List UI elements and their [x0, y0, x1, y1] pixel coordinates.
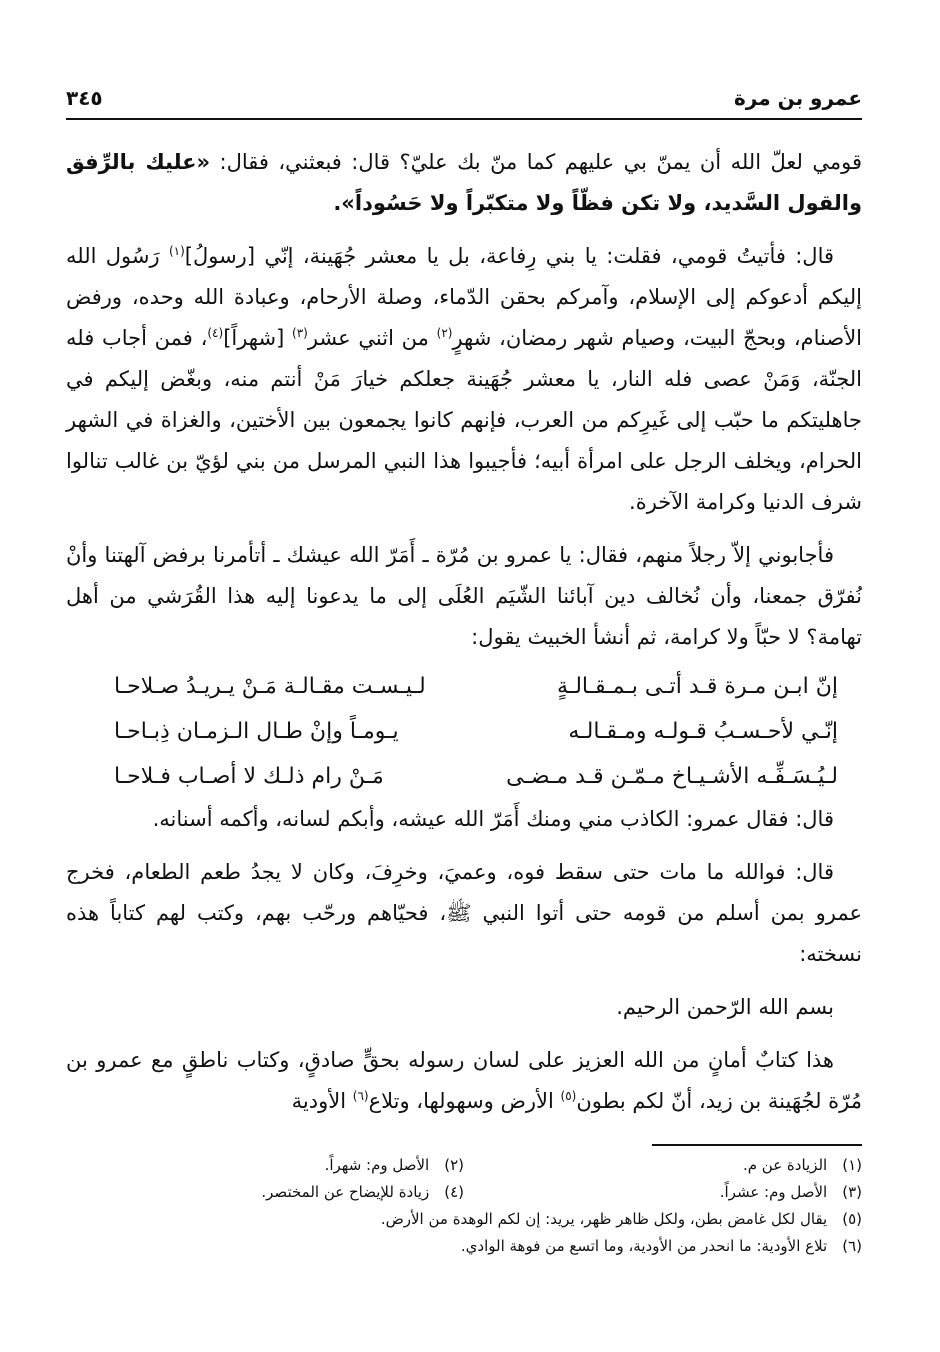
poem-verse [66, 754, 862, 799]
footnote [464, 1152, 862, 1179]
paragraph: قال: فوالله ما مات حتى سقط فوه، وعميَ، وخرِفَ، وكان لا يجدُ طعم الطعام، فخرج عمرو بمن أسلم من قومه حتى أتوا النبي ﷺ، فحيّاهم ورحّب بهم، وكتب لهم كتاباً هذه نسخته: [66, 860, 862, 966]
verse-first-hemistich: لـيُـسَـفِّـه الأشـيـاخ مـمّـن قـد مـضـى [506, 764, 838, 789]
hadith-quote: «عليك بالرِّفق والقول السَّديد، ولا تكن فظّاً ولا متكبّراً ولا حَسُوداً». [66, 150, 862, 215]
paragraph-text: [شهراً] [223, 326, 292, 350]
footnote-marker: (٦) [352, 1089, 369, 1103]
paragraph-text: من اثني عشر [307, 326, 437, 350]
footnote-marker: (٢) [436, 326, 453, 340]
footnote-divider [652, 1144, 862, 1146]
running-header [66, 86, 862, 120]
paragraph-text: قومي لعلّ الله أن يمنّ بي عليهم كما منّ بك عليّ؟ قال: فبعثني، فقال: [210, 150, 862, 174]
footnote-row [66, 1152, 862, 1179]
footnote-marker: (٣) [292, 326, 308, 340]
footnote-row [66, 1179, 862, 1206]
paragraph-text: رَسُول الله إليكم أدعوكم إلى الإسلام، وآمركم بحقن الدّماء، وصلة الأرحام، وعبادة الله وحده، ورفض الأصنام، وبحجّ البيت، وصيام شهر رمضان، شهرٍ [66, 244, 863, 350]
running-title: عمرو بن مرة [733, 86, 862, 110]
paragraph-text: الأودية [291, 1089, 353, 1113]
paragraph: بسم الله الرّحمن الرحيم. [616, 995, 834, 1019]
main-text [66, 142, 862, 1122]
paragraph-text: هذا كتابٌ أمانٍ من الله العزيز على لسان رسوله بحقٍّ صادقٍ، وكتاب ناطقٍ مع عمرو بن مُرّة لجُهَينة بن زيد، أنّ لكم بطون [66, 1048, 862, 1113]
footnote-marker: (١) [168, 244, 185, 258]
footnote-text: يقال لكل غامض بطن، ولكل ظاهر ظهر، يريد: إن لكم الوهدة من الأرض. [380, 1210, 828, 1228]
footnote [66, 1233, 862, 1260]
footnote-text: تلاع الأودية: ما انحدر من الأودية، وما اتسع من فوهة الوادي. [460, 1237, 828, 1255]
footnote [66, 1152, 464, 1179]
paragraph: قال: فقال عمرو: الكاذب مني ومنك أَمَرّ الله عيشه، وأبكم لسانه، وأكمه أسنانه. [152, 807, 834, 831]
paragraph [66, 236, 862, 523]
footnote-number: (٢) [444, 1156, 464, 1174]
footnote [66, 1179, 464, 1206]
verse-second-hemistich: لـيـسـت مقـالـة مَـنْ يـريـدُ صـلاحـا [114, 674, 426, 699]
paragraph: فأجابوني إلاّ رجلاً منهم، فقال: يا عمرو بن مُرّة ـ أَمَرّ الله عيشك ـ أتأمرنا برفض آلهتنا وأنْ نُفرّق جمعنا، وأن نُخالف دين آبائنا الشّيَم العُلَى إلى ما يدعونا إليه هذا القُرَشي من أهل تهامة؟ لا حبّاً ولا كرامة، ثم أنشأ الخبيث يقول: [66, 543, 862, 649]
footnote-text: الأصل وم: شهراً. [324, 1156, 430, 1174]
footnotes [66, 1152, 862, 1260]
paragraph [66, 1040, 862, 1122]
footnote-marker: (٤) [207, 326, 224, 340]
footnote-text: زيادة للإيضاح عن المختصر. [261, 1183, 430, 1201]
book-page [66, 86, 862, 1260]
paragraph-text: الأرض وسهولها، وتلاع [368, 1089, 561, 1113]
footnote-marker: (٥) [560, 1089, 577, 1103]
page-number: ٣٤٥ [66, 86, 103, 110]
footnote-number: (١) [842, 1156, 862, 1174]
paragraph-text: ، فمن أجاب فله الجنّة، وَمَنْ عصى فله النار، يا معشر جُهَينة جعلكم خيارَ مَنْ أنتم منه، وبغّض إليكم في جاهليتكم ما حبّب إلى غَيرِكم من العرب، فإنهم كانوا يجمعون بين الأختين، والغزاة في الشهر الحرام، ويخلف الرجل على امرأة أبيه؛ فأجيبوا هذا النبي المرسل من بني لؤيّ بن غالب تنالوا شرف الدنيا وكرامة الآخرة. [66, 326, 862, 514]
footnote-number: (٥) [842, 1210, 862, 1228]
footnote-text: الزيادة عن م. [742, 1156, 828, 1174]
footnote [66, 1206, 862, 1233]
paragraph-text: قال: فأتيتُ قومي، فقلت: يا بني رِفاعة، بل يا معشر جُهَينة، إنّي [رسولُ] [184, 244, 835, 268]
verse-second-hemistich: يـومـاً وإنْ طـال الـزمـان ذِبـاحـا [114, 719, 399, 744]
poem [66, 664, 862, 799]
poem-verse [66, 664, 862, 709]
poem-verse [66, 709, 862, 754]
footnote-number: (٣) [842, 1183, 862, 1201]
footnote-number: (٤) [444, 1183, 464, 1201]
paragraph [66, 142, 862, 224]
verse-first-hemistich: إنّ ابـن مـرة قـد أتـى بـمـقـالـةٍ [556, 674, 838, 699]
footnote [464, 1179, 862, 1206]
footnote-number: (٦) [842, 1237, 862, 1255]
verse-second-hemistich: مَـنْ رام ذلـك لا أصـاب فـلاحـا [114, 764, 384, 789]
verse-first-hemistich: إنّـي لأحـسـبُ قـولـه ومـقـالـه [568, 719, 838, 744]
footnote-text: الأصل وم: عشراً. [719, 1183, 828, 1201]
